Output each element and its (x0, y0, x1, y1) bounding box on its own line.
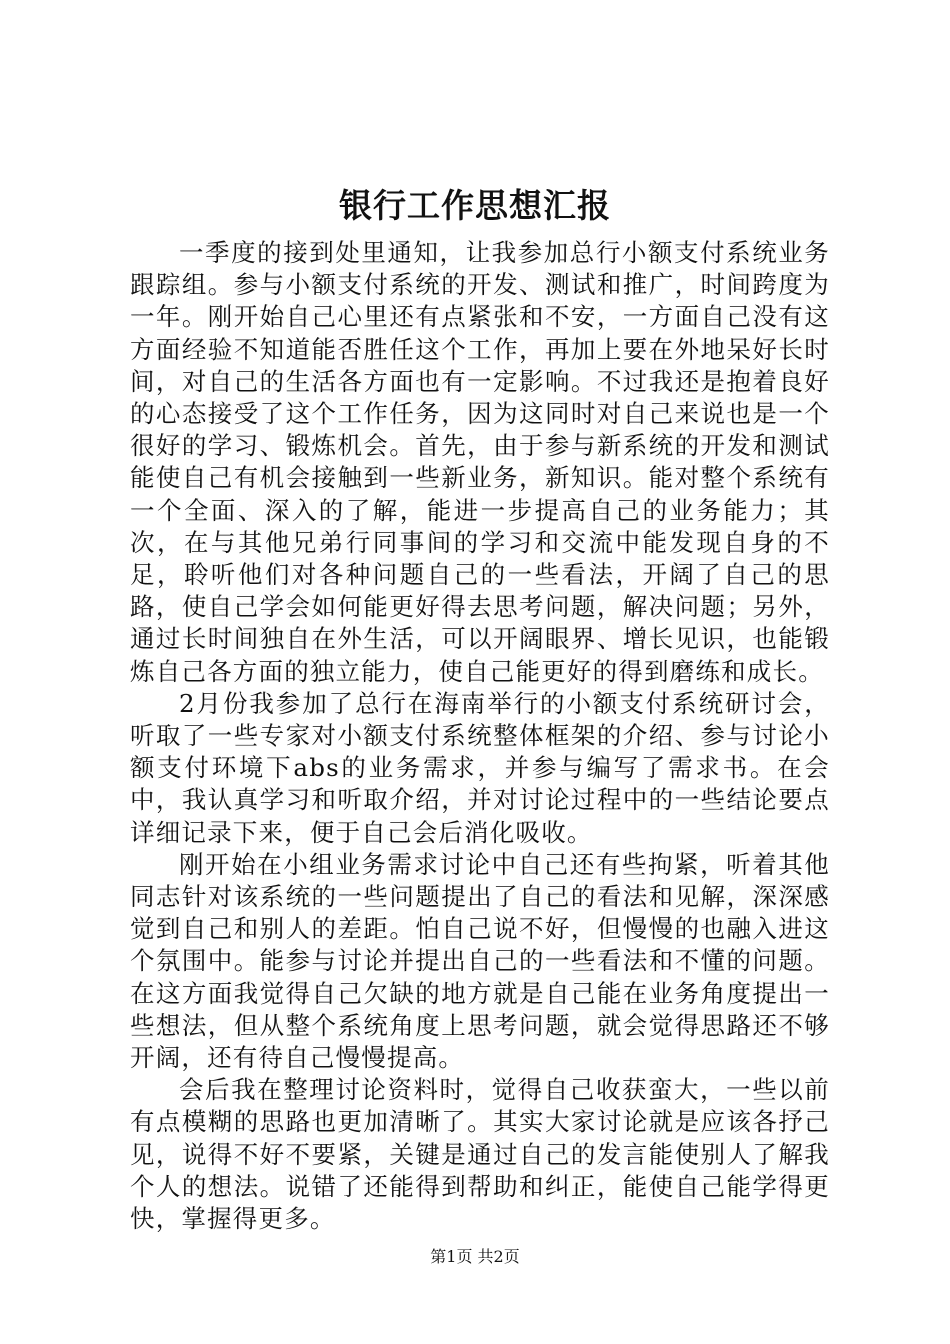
document-title: 银行工作思想汇报 (339, 186, 611, 225)
page-number-footer: 第1页 共2页 (430, 1247, 520, 1266)
paragraph-1: 一季度的接到处里通知，让我参加总行小额支付系统业务跟踪组。参与小额支付系统的开发、测试和推广，时间跨度为一年。刚开始自己心里还有点紧张和不安，一方面自己没有这方面经验不知道能否胜任这个工作，再加上要在外地呆好长时间，对自己的生活各方面也有一定影响。不过我还是抱着良好的心态接受了这个工作任务，因为这同时对自己来说也是一个很好的学习、锻炼机会。首先，由于参与新系统的开发和测试能使自己有机会接触到一些新业务，新知识。能对整个系统有一个全面、深入的了解，能进一步提高自己的业务能力；其次，在与其他兄弟行同事间的学习和交流中能发现自身的不足，聆听他们对各种问题自己的一些看法，开阔了自己的思路，使自己学会如何能更好得去思考问题，解决问题；另外，通过长时间独自在外生活，可以开阔眼界、增长见识，也能锻炼自己各方面的独立能力，使自己能更好的得到磨练和成长。 (130, 238, 830, 686)
document-body (130, 237, 830, 1235)
paragraph-3: 刚开始在小组业务需求讨论中自己还有些拘紧，听着其他同志针对该系统的一些问题提出了自己的看法和见解，深深感觉到自己和别人的差距。怕自己说不好，但慢慢的也融入进这个氛围中。能参与讨论并提出自己的一些看法和不懂的问题。在这方面我觉得自己欠缺的地方就是自己能在业务角度提出一些想法，但从整个系统角度上思考问题，就会觉得思路还不够开阔，还有待自己慢慢提高。 (130, 849, 830, 1073)
paragraph-4: 会后我在整理讨论资料时，觉得自己收获蛮大，一些以前有点模糊的思路也更加清晰了。其实大家讨论就是应该各抒己见，说得不好不要紧，关键是通过自己的发言能使别人了解我个人的想法。说错了还能得到帮助和纠正，能使自己能学得更快，掌握得更多。 (130, 1075, 830, 1234)
paragraph-2: 2月份我参加了总行在海南举行的小额支付系统研讨会，听取了一些专家对小额支付系统整体框架的介绍、参与讨论小额支付环境下abs的业务需求，并参与编写了需求书。在会中，我认真学习和听取介绍，并对讨论过程中的一些结论要点详细记录下来，便于自己会后消化吸收。 (130, 688, 830, 847)
